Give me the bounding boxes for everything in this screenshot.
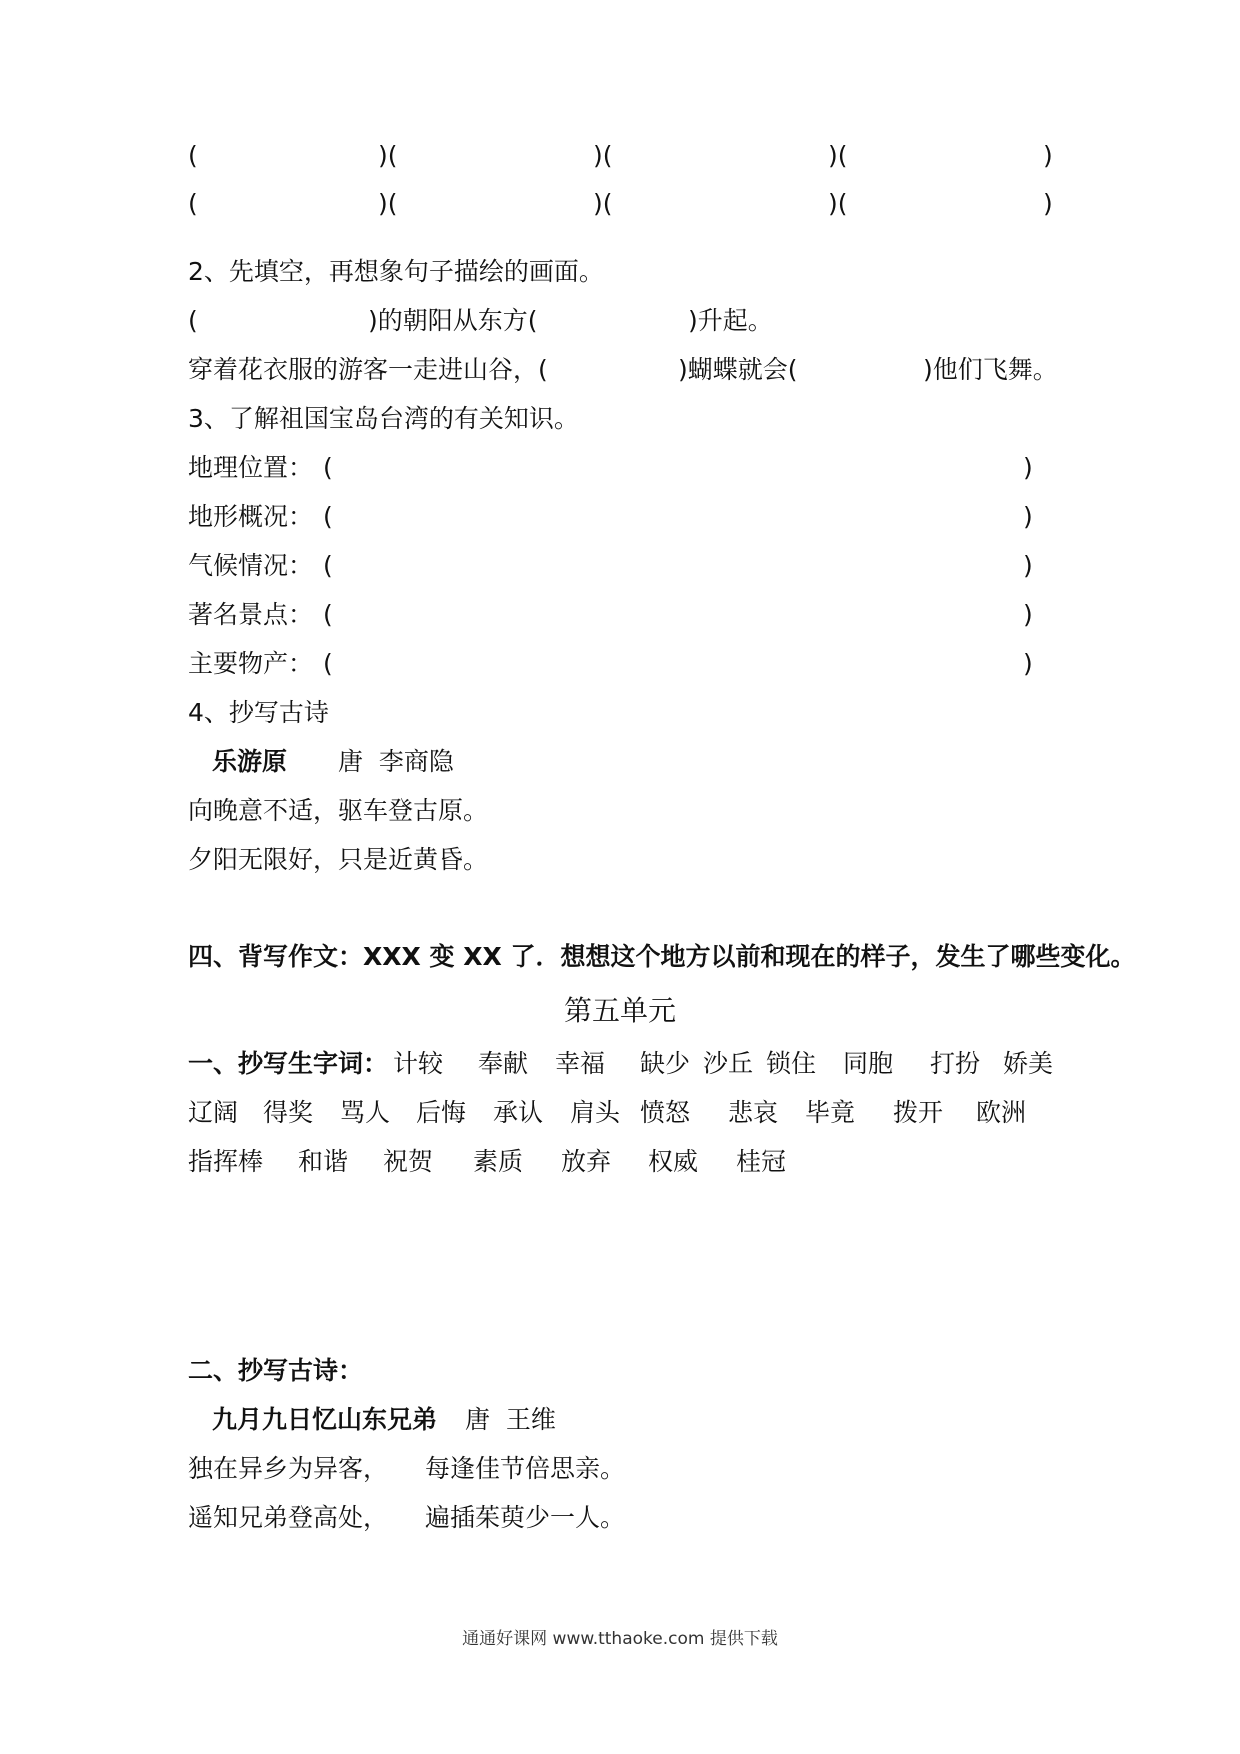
poem-line xyxy=(188,1453,1058,1485)
vocab-word: 后悔 xyxy=(416,1098,467,1127)
question-3-item xyxy=(188,550,1058,582)
vocab-word: 和谐 xyxy=(298,1147,349,1176)
sentence-part: )他们飞舞。 xyxy=(923,355,1058,384)
vocab-word: 肩头 xyxy=(570,1098,621,1127)
poem-line: 向晚意不适，驱车登古原。 xyxy=(188,796,489,825)
bracket: ( xyxy=(323,600,333,629)
poem-half-line: 每逢佳节倍思亲。 xyxy=(425,1454,626,1483)
item-label: 地理位置： xyxy=(188,453,314,482)
poem-line xyxy=(188,1502,1058,1534)
sentence-part: 穿着花衣服的游客一走进山谷，( xyxy=(188,355,548,384)
vocab-word: 祝贺 xyxy=(383,1147,434,1176)
vocab-word: 奉献 xyxy=(478,1049,529,1078)
bracket: )( xyxy=(828,141,848,170)
question-3-item xyxy=(188,648,1058,680)
item-label: 著名景点： xyxy=(188,600,314,629)
vocab-word: 打扮 xyxy=(930,1049,981,1078)
bracket: ( xyxy=(323,502,333,531)
vocab-word: 悲哀 xyxy=(728,1098,779,1127)
poem-title: 九月九日忆山东兄弟 xyxy=(212,1405,438,1434)
vocab-word: 辽阔 xyxy=(188,1098,239,1127)
vocab-word: 承认 xyxy=(493,1098,544,1127)
sentence-part: )蝴蝶就会( xyxy=(678,355,798,384)
bracket: ) xyxy=(1023,453,1033,482)
vocab-word: 指挥棒 xyxy=(188,1147,264,1176)
poem-half-line: 遍插茱萸少一人。 xyxy=(425,1503,626,1532)
poem-author: 唐 李商隐 xyxy=(338,747,454,776)
vocab-word: 欧洲 xyxy=(976,1098,1027,1127)
bracket: )( xyxy=(593,189,613,218)
bracket: ) xyxy=(1023,502,1033,531)
question-2-line-1 xyxy=(188,305,1058,337)
poem-half-line: 遥知兄弟登高处， xyxy=(188,1503,389,1532)
bracket: )( xyxy=(378,141,398,170)
bracket: ) xyxy=(1023,551,1033,580)
bracket: ) xyxy=(1023,649,1033,678)
bracket-row-2 xyxy=(188,188,1058,220)
vocab-word: 同胞 xyxy=(843,1049,894,1078)
vocab-word: 放弃 xyxy=(561,1147,612,1176)
vocab-word: 缺少 xyxy=(640,1049,691,1078)
question-3-title: 3、了解祖国宝岛台湾的有关知识。 xyxy=(188,404,579,433)
poem-author: 唐 王维 xyxy=(465,1405,556,1434)
bracket: ) xyxy=(1043,189,1053,218)
bracket: )( xyxy=(378,189,398,218)
vocab-word: 毕竟 xyxy=(805,1098,856,1127)
bracket: ) xyxy=(1043,141,1053,170)
item-label: 地形概况： xyxy=(188,502,314,531)
section-4-heading: 四、背写作文：XXX 变 XX 了．想想这个地方以前和现在的样子，发生了哪些变化。 xyxy=(188,942,1136,971)
vocab-word: 锁住 xyxy=(766,1049,817,1078)
bracket-row-1 xyxy=(188,140,1058,172)
item-label: 主要物产： xyxy=(188,649,314,678)
vocab-word: 幸福 xyxy=(555,1049,606,1078)
section-1-label: 一、抄写生字词： xyxy=(188,1049,389,1078)
vocab-word: 愤怒 xyxy=(640,1098,691,1127)
bracket: ( xyxy=(323,551,333,580)
item-label: 气候情况： xyxy=(188,551,314,580)
vocab-word: 权威 xyxy=(648,1147,699,1176)
vocab-word: 得奖 xyxy=(263,1098,314,1127)
poem-half-line: 独在异乡为异客， xyxy=(188,1454,389,1483)
bracket: )( xyxy=(593,141,613,170)
bracket: ( xyxy=(188,306,198,335)
question-4-title: 4、抄写古诗 xyxy=(188,698,329,727)
vocab-word: 桂冠 xyxy=(736,1147,787,1176)
sentence-part: )升起。 xyxy=(688,306,773,335)
word-row-3 xyxy=(188,1146,1058,1178)
vocab-word: 拨开 xyxy=(893,1098,944,1127)
vocab-word: 素质 xyxy=(473,1147,524,1176)
bracket: ( xyxy=(188,189,198,218)
question-2-title: 2、先填空，再想象句子描绘的画面。 xyxy=(188,257,604,286)
sentence-part: )的朝阳从东方( xyxy=(368,306,538,335)
question-2-line-2 xyxy=(188,354,1058,386)
bracket: ) xyxy=(1023,600,1033,629)
question-3-item xyxy=(188,599,1058,631)
question-3-item xyxy=(188,452,1058,484)
bracket: ( xyxy=(188,141,198,170)
word-row-2 xyxy=(188,1097,1058,1129)
footer-credit: 通通好课网 www.tthaoke.com 提供下载 xyxy=(462,1629,778,1649)
bracket: ( xyxy=(323,649,333,678)
unit-heading: 第五单元 xyxy=(563,994,676,1027)
vocab-word: 娇美 xyxy=(1003,1049,1054,1078)
bracket: )( xyxy=(828,189,848,218)
bracket: ( xyxy=(323,453,333,482)
section-2-label: 二、抄写古诗： xyxy=(188,1356,364,1385)
word-row-1 xyxy=(188,1048,1058,1080)
poem-title: 乐游原 xyxy=(212,747,288,776)
vocab-word: 计较 xyxy=(393,1049,444,1078)
vocab-word: 骂人 xyxy=(340,1098,391,1127)
vocab-word: 沙丘 xyxy=(703,1049,754,1078)
question-3-item xyxy=(188,501,1058,533)
poem-line: 夕阳无限好，只是近黄昏。 xyxy=(188,845,489,874)
